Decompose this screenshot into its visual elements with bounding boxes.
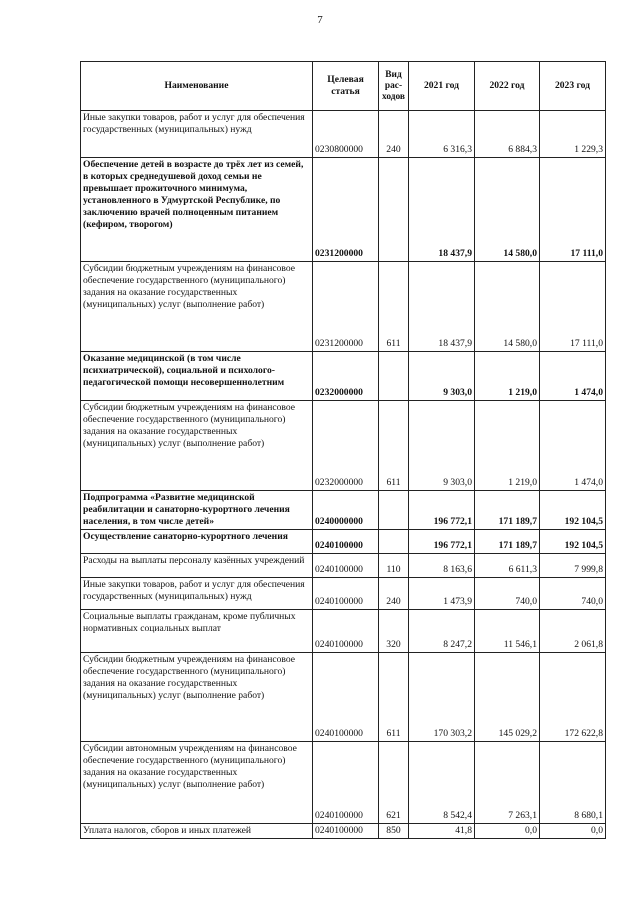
row-2021: 9 303,0: [409, 401, 475, 491]
row-type: 611: [379, 262, 409, 352]
row-2022: 6 884,3: [475, 111, 540, 158]
row-2023: 740,0: [540, 578, 606, 610]
budget-table: [80, 61, 606, 839]
row-type: 850: [379, 824, 409, 839]
row-code: 0240100000: [313, 742, 379, 824]
row-name: Иные закупки товаров, работ и услуг для обеспечения государственных (муниципальных) нужд: [81, 111, 313, 158]
row-name: Уплата налогов, сборов и иных платежей: [81, 824, 313, 839]
row-type: 621: [379, 742, 409, 824]
row-2022: 740,0: [475, 578, 540, 610]
row-name: Субсидии автономным учреждениям на финансовое обеспечение государственного (муниципального) задания на оказание государственных (муниципальных) услуг (выполнение работ): [81, 742, 313, 824]
row-name: Субсидии бюджетным учреждениям на финансовое обеспечение государственного (муниципального) задания на оказание государственных (муниципальных) услуг (выполнение работ): [81, 653, 313, 742]
row-code: 0231200000: [313, 158, 379, 262]
row-type: [379, 491, 409, 530]
table-row: [81, 554, 606, 578]
row-name: Расходы на выплаты персоналу казённых учреждений: [81, 554, 313, 578]
row-name: Иные закупки товаров, работ и услуг для обеспечения государственных (муниципальных) нужд: [81, 578, 313, 610]
row-name: Оказание медицинской (в том числе психиатрической), социальной и психолого-педагогической помощи несовершеннолетним: [81, 352, 313, 401]
table-row: [81, 491, 606, 530]
row-2023: 1 229,3: [540, 111, 606, 158]
row-name: Обеспечение детей в возрасте до трёх лет из семей, в которых среднедушевой доход семьи не превышает прожиточного минимума, установленного в Удмуртской Республике, по заключению врачей полноценным питанием (кефиром, творогом): [81, 158, 313, 262]
row-type: 611: [379, 653, 409, 742]
table-body: [81, 111, 606, 839]
row-code: 0240100000: [313, 554, 379, 578]
row-2021: 8 163,6: [409, 554, 475, 578]
table-row: [81, 653, 606, 742]
table-row: [81, 824, 606, 839]
table-row: [81, 111, 606, 158]
row-name: Осуществление санаторно-курортного лечения: [81, 530, 313, 554]
row-2022: 0,0: [475, 824, 540, 839]
row-type: 240: [379, 111, 409, 158]
row-2023: 1 474,0: [540, 352, 606, 401]
row-2021: 196 772,1: [409, 491, 475, 530]
row-type: [379, 158, 409, 262]
row-2022: 1 219,0: [475, 401, 540, 491]
table-row: [81, 610, 606, 653]
row-code: 0232000000: [313, 352, 379, 401]
row-2022: 1 219,0: [475, 352, 540, 401]
row-code: 0240100000: [313, 824, 379, 839]
header-name: Наименование: [81, 62, 313, 111]
row-name: Подпрограмма «Развитие медицинской реабилитации и санаторно-курортного лечения населения, в том числе детей»: [81, 491, 313, 530]
row-2023: 2 061,8: [540, 610, 606, 653]
row-code: 0231200000: [313, 262, 379, 352]
row-type: [379, 530, 409, 554]
row-2022: 171 189,7: [475, 491, 540, 530]
row-type: 320: [379, 610, 409, 653]
row-code: 0240100000: [313, 530, 379, 554]
table-row: [81, 352, 606, 401]
row-type: [379, 352, 409, 401]
header-2021: 2021 год: [409, 62, 475, 111]
row-2021: 18 437,9: [409, 262, 475, 352]
row-2021: 18 437,9: [409, 158, 475, 262]
row-2021: 41,8: [409, 824, 475, 839]
row-type: 240: [379, 578, 409, 610]
row-name: Социальные выплаты гражданам, кроме публичных нормативных социальных выплат: [81, 610, 313, 653]
row-2023: 17 111,0: [540, 262, 606, 352]
header-2022: 2022 год: [475, 62, 540, 111]
row-2022: 171 189,7: [475, 530, 540, 554]
row-2022: 11 546,1: [475, 610, 540, 653]
row-2022: 145 029,2: [475, 653, 540, 742]
row-2022: 14 580,0: [475, 262, 540, 352]
row-name: Субсидии бюджетным учреждениям на финансовое обеспечение государственного (муниципального) задания на оказание государственных (муниципальных) услуг (выполнение работ): [81, 401, 313, 491]
row-2023: 7 999,8: [540, 554, 606, 578]
row-code: 0240000000: [313, 491, 379, 530]
table-row: [81, 262, 606, 352]
row-2023: 0,0: [540, 824, 606, 839]
row-type: 611: [379, 401, 409, 491]
row-2023: 192 104,5: [540, 491, 606, 530]
row-2022: 7 263,1: [475, 742, 540, 824]
header-type: Вид рас-ходов: [379, 62, 409, 111]
table-row: [81, 578, 606, 610]
row-code: 0232000000: [313, 401, 379, 491]
table-header-row: [81, 62, 606, 111]
row-code: 0240100000: [313, 578, 379, 610]
row-name: Субсидии бюджетным учреждениям на финансовое обеспечение государственного (муниципального) задания на оказание государственных (муниципальных) услуг (выполнение работ): [81, 262, 313, 352]
row-code: 0240100000: [313, 610, 379, 653]
row-2022: 14 580,0: [475, 158, 540, 262]
row-2023: 17 111,0: [540, 158, 606, 262]
row-2021: 196 772,1: [409, 530, 475, 554]
row-2021: 9 303,0: [409, 352, 475, 401]
row-2023: 192 104,5: [540, 530, 606, 554]
row-code: 0240100000: [313, 653, 379, 742]
header-2023: 2023 год: [540, 62, 606, 111]
row-2021: 8 247,2: [409, 610, 475, 653]
row-2023: 1 474,0: [540, 401, 606, 491]
row-code: 0230800000: [313, 111, 379, 158]
row-2023: 8 680,1: [540, 742, 606, 824]
table-row: [81, 530, 606, 554]
row-type: 110: [379, 554, 409, 578]
table-row: [81, 158, 606, 262]
table-row: [81, 742, 606, 824]
row-2021: 1 473,9: [409, 578, 475, 610]
row-2022: 6 611,3: [475, 554, 540, 578]
row-2021: 6 316,3: [409, 111, 475, 158]
row-2023: 172 622,8: [540, 653, 606, 742]
row-2021: 170 303,2: [409, 653, 475, 742]
table-row: [81, 401, 606, 491]
page-number: 7: [317, 14, 323, 26]
row-2021: 8 542,4: [409, 742, 475, 824]
header-code: Целевая статья: [313, 62, 379, 111]
